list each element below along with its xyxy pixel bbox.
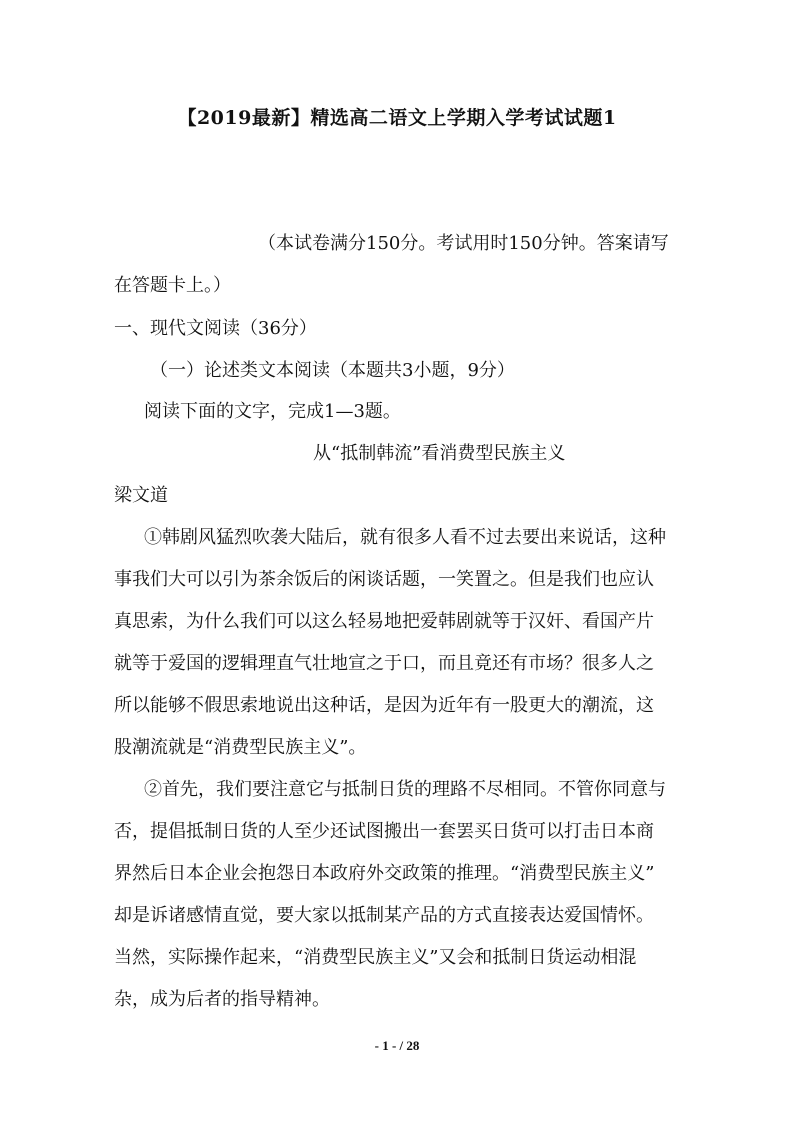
paragraph-line: 界然后日本企业会抱怨日本政府外交政策的推理。“消费型民族主义”: [114, 863, 655, 884]
paragraph-line: 却是诉诸感情直觉，要大家以抵制某产品的方式直接表达爱国情怀。: [114, 905, 654, 926]
paragraph-line: ②首先，我们要注意它与抵制日货的理路不尽相同。不管你同意与: [144, 779, 666, 800]
paragraph-line: 否，提倡抵制日货的人至少还试图搬出一套罢买日货可以打击日本商: [114, 821, 654, 842]
paragraph-line: 真思索，为什么我们可以这么轻易地把爱韩剧就等于汉奸、看国产片: [114, 611, 654, 632]
reading-instruction: 阅读下面的文字，完成1—3题。: [144, 401, 401, 422]
article-title: 从“抵制韩流”看消费型民族主义: [313, 443, 566, 464]
paragraph-line: 当然，实际操作起来，“消费型民族主义”又会和抵制日货运动相混: [114, 947, 637, 968]
page-number: - 1 - / 28: [374, 1038, 420, 1053]
paragraph-line: 股潮流就是“消费型民族主义”。: [114, 737, 367, 758]
paragraph-line: 事我们大可以引为茶余饭后的闲谈话题，一笑置之。但是我们也应认: [114, 569, 654, 590]
subsection-heading: （一）论述类文本阅读（本题共3小题，9分）: [150, 360, 515, 381]
exam-note-line-1: （本试卷满分150分。考试用时150分钟。答案请写: [258, 233, 669, 254]
exam-note-line-2: 在答题卡上。）: [114, 275, 231, 296]
article-author: 梁文道: [114, 485, 168, 506]
section-heading: 一、现代文阅读（36分）: [114, 318, 317, 339]
document-title: 【2019最新】精选高二语文上学期入学考试试题1: [177, 107, 617, 129]
paragraph-line: ①韩剧风猛烈吹袭大陆后，就有很多人看不过去要出来说话，这种: [144, 527, 666, 548]
paragraph-line: 所以能够不假思索地说出这种话，是因为近年有一股更大的潮流，这: [114, 695, 654, 716]
paragraph-line: 杂，成为后者的指导精神。: [114, 989, 330, 1010]
paragraph-line: 就等于爱国的逻辑理直气壮地宣之于口，而且竟还有市场？很多人之: [114, 653, 654, 674]
